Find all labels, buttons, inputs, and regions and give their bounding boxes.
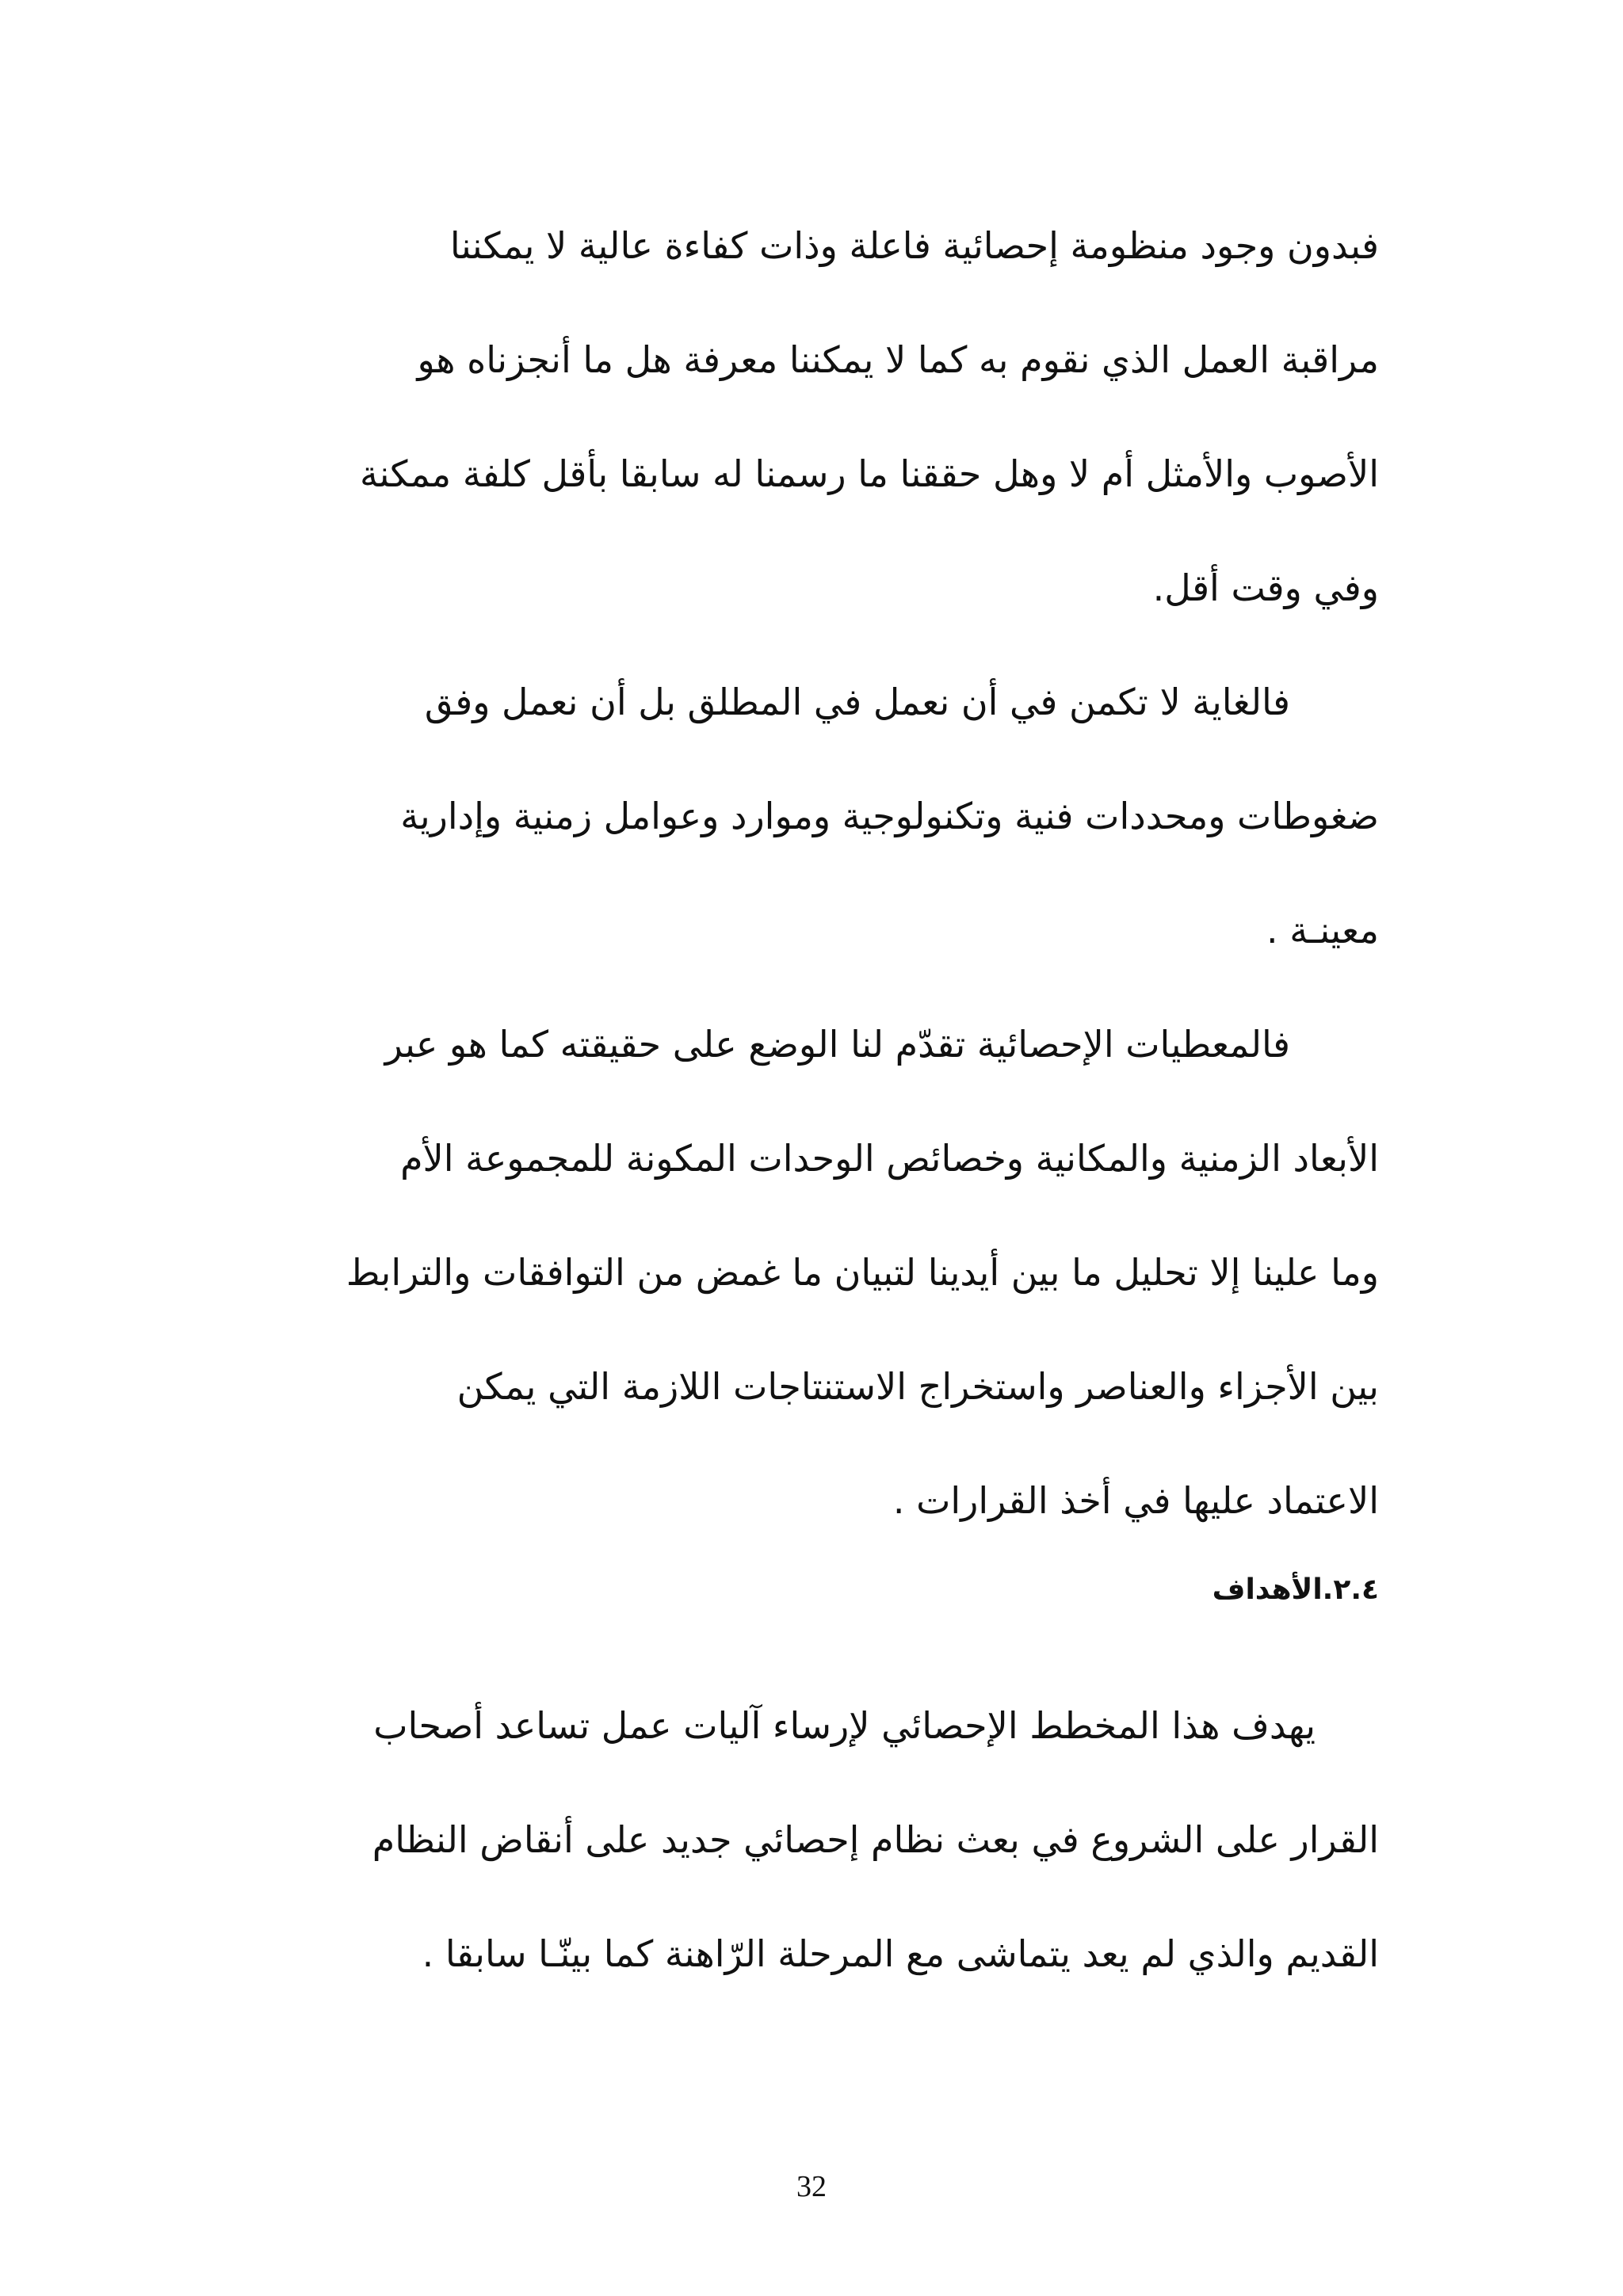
paragraph-2-line-2: ضغوطات ومحددات فنية وتكنولوجية وموارد وعوامل زمنية وإدارية (400, 795, 1379, 837)
paragraph-3-line-4: بين الأجزاء والعناصر واستخراج الاستنتاجات اللازمة التي يمكن (456, 1365, 1379, 1408)
paragraph-2-line-1: فالغاية لا تكمن في أن نعمل في المطلق بل أن نعمل وفق (424, 681, 1290, 723)
paragraph-3-line-2: الأبعاد الزمنية والمكانية وخصائص الوحدات المكونة للمجموعة الأم (400, 1137, 1379, 1180)
paragraph-3-line-1: فالمعطيات الإحصائية تقدّم لنا الوضع على حقيقته كما هو عبر (384, 1023, 1290, 1066)
objectives-line-1: يهدف هذا المخطط الإحصائي لإرساء آليات عمل تساعد أصحاب (373, 1704, 1316, 1747)
paragraph-1-line-1: فبدون وجود منظومة إحصائية فاعلة وذات كفاءة عالية لا يمكننا (449, 224, 1379, 267)
objectives-line-2: القرار على الشروع في بعث نظام إحصائي جديد على أنقاض النظام (372, 1818, 1379, 1861)
page-number: 32 (796, 2170, 827, 2203)
paragraph-2-line-3: معينـة . (1266, 909, 1379, 952)
paragraph-1-line-3: الأصوب والأمثل أم لا وهل حققنا ما رسمنا له سابقا بأقل كلفة ممكنة (360, 452, 1379, 495)
section-heading: ٢.٤.الأهداف (1212, 1573, 1379, 1606)
objectives-line-3: القديم والذي لم يعد يتماشى مع المرحلة الرّاهنة كما بينّـا سابقا . (422, 1932, 1379, 1975)
paragraph-3-line-3: وما علينا إلا تحليل ما بين أيدينا لتبيان ما غمض من التوافقات والترابط (346, 1251, 1379, 1294)
paragraph-3-line-5: الاعتماد عليها في أخذ القرارات . (892, 1479, 1379, 1522)
paragraph-1-line-4: وفي وقت أقل. (1152, 566, 1379, 609)
paragraph-1-line-2: مراقبة العمل الذي نقوم به كما لا يمكننا معرفة هل ما أنجزناه هو (417, 338, 1379, 381)
